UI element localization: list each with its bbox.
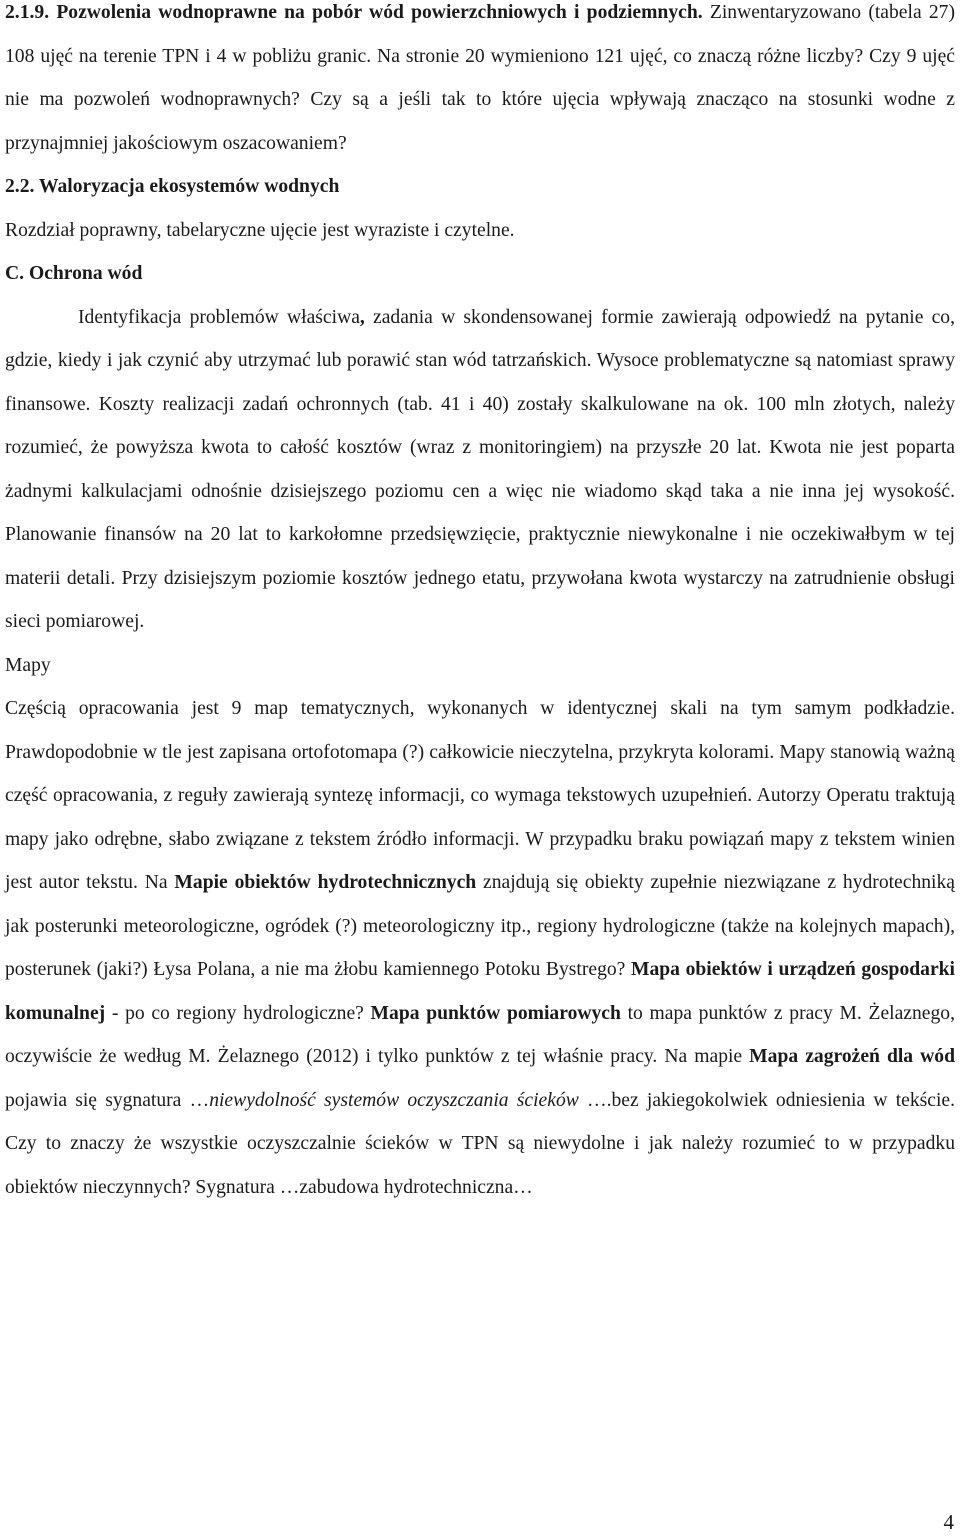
text-run: Mapy bbox=[5, 654, 51, 676]
paragraph bbox=[5, 644, 955, 688]
bold-text: 2.2. Waloryzacja ekosystemów wodnych bbox=[5, 176, 340, 197]
paragraph bbox=[5, 296, 955, 644]
italic-text: niewydolność systemów oczyszczania ścieków bbox=[209, 1089, 579, 1111]
text-run: Rozdział poprawny, tabelaryczne ujęcie jest wyraziste i czytelne. bbox=[5, 219, 515, 241]
paragraph bbox=[5, 209, 955, 253]
text-run: znajdują się obiekty zupełnie niezwiązane z hydrotechniką jak posterunki meteorologiczne, ogródek (?) meteorologiczny itp., regiony hydrologiczne (także na kolejnych mapach), posterunek (jaki?) Łysa Polana, a nie ma żłobu kamiennego Potoku Bystrego? bbox=[5, 872, 955, 980]
paragraph bbox=[5, 0, 955, 165]
bold-text: C. Ochrona wód bbox=[5, 263, 143, 284]
bold-text: , bbox=[359, 306, 365, 328]
bold-text: Mapa punktów pomiarowych bbox=[370, 1002, 621, 1024]
text-run: to mapa punktów z pracy M. Żelaznego, oczywiście że według M. Żelaznego (2012) i tylko punktów z tej właśnie pracy. Na mapie bbox=[5, 1002, 955, 1067]
paragraph bbox=[5, 687, 955, 1209]
bold-text: Mapie obiektów hydrotechnicznych bbox=[174, 872, 477, 893]
text-run: ….bez jakiegokolwiek odniesienia w tekście. Czy to znaczy że wszystkie oczyszczalnie ścieków w TPN są niewydolne i jak należy rozumieć to w przypadku obiektów nieczynnych? Sygnatura …zabudowa hydrotechniczna… bbox=[5, 1089, 955, 1198]
bold-text: Mapa zagrożeń dla wód bbox=[749, 1046, 955, 1067]
text-run: - po co regiony hydrologiczne? bbox=[105, 1002, 371, 1024]
bold-text: Mapa obiektów i urządzeń gospodarki komunalnej bbox=[5, 959, 955, 1024]
paragraph bbox=[5, 165, 955, 209]
paragraph bbox=[5, 252, 955, 296]
text-run: Identyfikacja problemów właściwa bbox=[78, 306, 360, 328]
text-run: pojawia się sygnatura … bbox=[5, 1089, 210, 1111]
document-body bbox=[5, 0, 955, 1209]
text-run: Częścią opracowania jest 9 map tematycznych, wykonanych w identycznej skali na tym samym podkładzie. Prawdopodobnie w tle jest zapisana ortofotomapa (?) całkowicie nieczytelna, przykryta kolorami. Mapy stanowią ważną część opracowania, z reguły zawierają syntezę informacji, co wymaga tekstowych uzupełnień. Autorzy Operatu traktują mapy jako odrębne, słabo związane z tekstem źródło informacji. W przypadku braku powiązań mapy z tekstem winien jest autor tekstu. Na bbox=[5, 698, 955, 893]
page-number: 4 bbox=[943, 1510, 954, 1534]
text-run: Zinwentaryzowano (tabela 27) 108 ujęć na terenie TPN i 4 w pobliżu granic. Na stronie 20 wymieniono 121 ujęć, co znaczą różne liczby? Czy 9 ujęć nie ma pozwoleń wodnoprawnych? Czy są a jeśli tak to które ujęcia wpływają znacząco na stosunki wodne z przynajmniej jakościowym oszacowaniem? bbox=[5, 2, 955, 154]
bold-text: 2.1.9. Pozwolenia wodnoprawne na pobór wód powierzchniowych i podziemnych. bbox=[5, 2, 703, 23]
text-run: zadania w skondensowanej formie zawierają odpowiedź na pytanie co, gdzie, kiedy i jak czynić aby utrzymać lub porawić stan wód tatrzańskich. Wysoce problematyczne są natomiast sprawy finansowe. Koszty realizacji zadań ochronnych (tab. 41 i 40) zostały skalkulowane na ok. 100 mln złotych, należy rozumieć, że powyższa kwota to całość kosztów (wraz z monitoringiem) na przyszłe 20 lat. Kwota nie jest poparta żadnymi kalkulacjami odnośnie dzisiejszego poziomu cen a więc nie wiadomo skąd taka a nie inna jej wysokość. Planowanie finansów na 20 lat to karkołomne przedsięwzięcie, praktycznie niewykonalne i nie oczekiwałbym w tej materii detali. Przy dzisiejszym poziomie kosztów jednego etatu, przywołana kwota wystarczy na zatrudnienie obsługi sieci pomiarowej. bbox=[5, 306, 955, 632]
